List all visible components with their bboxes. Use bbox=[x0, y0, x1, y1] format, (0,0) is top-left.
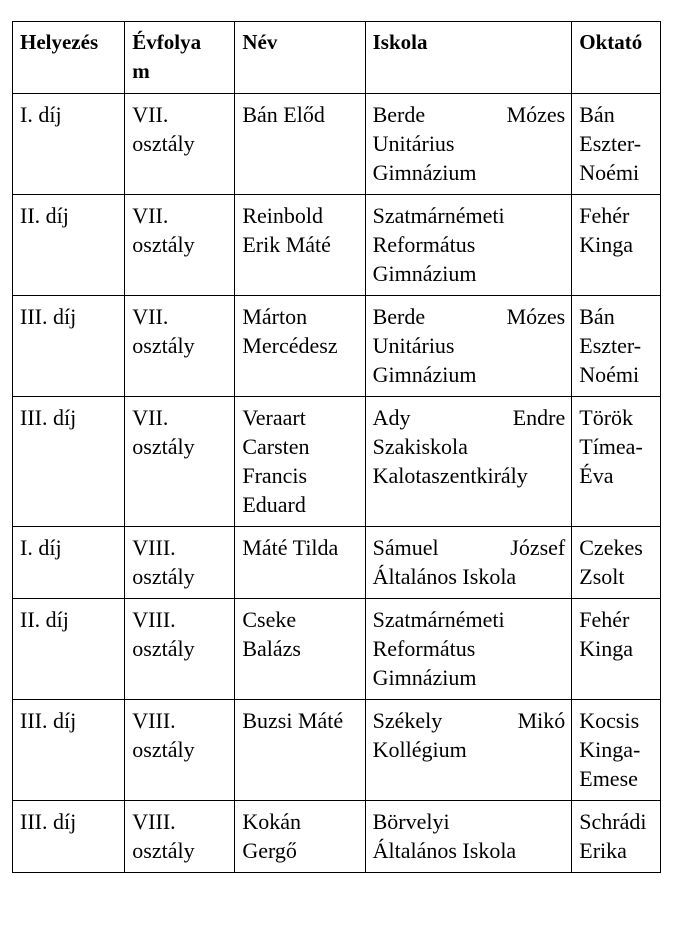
grade-cell bbox=[125, 599, 235, 700]
school-cell-line: Berde Mózes bbox=[372, 304, 566, 329]
grade-cell-line: osztály bbox=[132, 232, 195, 257]
school-cell-line: Unitárius bbox=[372, 131, 455, 156]
grade-cell-line: VII. bbox=[132, 405, 169, 430]
grade-cell-line: VII. bbox=[132, 203, 169, 228]
school-cell-line: Gimnázium bbox=[372, 261, 477, 286]
teacher-cell-line: Kocsis bbox=[579, 708, 640, 733]
school-cell-line: Börvelyi bbox=[372, 809, 450, 834]
teacher-cell-line: Kinga- bbox=[579, 737, 641, 762]
grade-cell-line: osztály bbox=[132, 564, 195, 589]
school-cell-line: Kollégium bbox=[372, 737, 467, 762]
table-row bbox=[13, 397, 661, 527]
header-row bbox=[13, 22, 661, 94]
grade-cell-line: osztály bbox=[132, 131, 195, 156]
grade-cell-line: VIII. bbox=[132, 535, 176, 560]
name-cell-line: Veraart bbox=[242, 405, 306, 430]
name-cell bbox=[235, 397, 365, 527]
name-cell-line: Mercédesz bbox=[242, 333, 338, 358]
grade-cell bbox=[125, 700, 235, 801]
header-grade-line2: m bbox=[132, 59, 150, 83]
school-cell-line: Református bbox=[372, 232, 476, 257]
school-cell-line: Szakiskola bbox=[372, 434, 468, 459]
teacher-cell-line: Kinga bbox=[579, 636, 634, 661]
teacher-cell-line: Czekes bbox=[579, 535, 643, 560]
grade-cell bbox=[125, 801, 235, 873]
header-name: Név bbox=[235, 22, 365, 94]
table-row bbox=[13, 599, 661, 700]
school-cell-line: Gimnázium bbox=[372, 160, 477, 185]
table-row bbox=[13, 195, 661, 296]
teacher-cell bbox=[572, 195, 661, 296]
school-cell bbox=[365, 94, 572, 195]
teacher-cell-line: Bán bbox=[579, 304, 615, 329]
school-cell-line: Szatmárnémeti bbox=[372, 203, 505, 228]
school-cell bbox=[365, 195, 572, 296]
name-cell bbox=[235, 599, 365, 700]
grade-cell bbox=[125, 94, 235, 195]
school-cell bbox=[365, 527, 572, 599]
rank-cell: II. díj bbox=[13, 599, 125, 700]
teacher-cell-line: Noémi bbox=[579, 160, 640, 185]
school-cell-line: Református bbox=[372, 636, 476, 661]
teacher-cell bbox=[572, 296, 661, 397]
grade-cell-line: VIII. bbox=[132, 607, 176, 632]
teacher-cell-line: Eszter- bbox=[579, 131, 642, 156]
name-cell-line: Bán Előd bbox=[242, 102, 325, 127]
name-cell bbox=[235, 700, 365, 801]
header-grade-line1: Évfolya bbox=[132, 30, 202, 54]
rank-cell: III. díj bbox=[13, 801, 125, 873]
school-cell bbox=[365, 700, 572, 801]
grade-cell-line: osztály bbox=[132, 838, 195, 863]
teacher-cell-line: Fehér bbox=[579, 203, 630, 228]
name-cell-line: Gergő bbox=[242, 838, 297, 863]
name-cell bbox=[235, 195, 365, 296]
name-cell-line: Eduard bbox=[242, 492, 306, 517]
grade-cell bbox=[125, 397, 235, 527]
name-cell-line: Balázs bbox=[242, 636, 301, 661]
grade-cell-line: osztály bbox=[132, 636, 195, 661]
teacher-cell-line: Noémi bbox=[579, 362, 640, 387]
teacher-cell-line: Emese bbox=[579, 766, 638, 791]
grade-cell-line: VII. bbox=[132, 102, 169, 127]
school-cell-line: Sámuel József bbox=[372, 535, 566, 560]
school-cell-line: Általános Iskola bbox=[372, 838, 517, 863]
teacher-cell-line: Éva bbox=[579, 463, 614, 488]
table-row bbox=[13, 296, 661, 397]
rank-cell: I. díj bbox=[13, 527, 125, 599]
school-cell bbox=[365, 296, 572, 397]
school-cell-line: Gimnázium bbox=[372, 362, 477, 387]
header-rank: Helyezés bbox=[13, 22, 125, 94]
grade-cell-line: osztály bbox=[132, 333, 195, 358]
grade-cell bbox=[125, 296, 235, 397]
name-cell-line: Máté Tilda bbox=[242, 535, 339, 560]
name-cell-line: Cseke bbox=[242, 607, 297, 632]
school-cell-line: Berde Mózes bbox=[372, 102, 566, 127]
header-teacher: Oktató bbox=[572, 22, 661, 94]
teacher-cell-line: Török bbox=[579, 405, 634, 430]
school-cell-line: Székely Mikó bbox=[372, 708, 566, 733]
grade-cell-line: VIII. bbox=[132, 809, 176, 834]
name-cell-line: Kokán bbox=[242, 809, 301, 834]
teacher-cell-line: Tímea- bbox=[579, 434, 643, 459]
table-row bbox=[13, 527, 661, 599]
grade-cell-line: osztály bbox=[132, 434, 195, 459]
results-table bbox=[12, 21, 661, 873]
teacher-cell bbox=[572, 94, 661, 195]
rank-cell: III. díj bbox=[13, 296, 125, 397]
name-cell-line: Reinbold bbox=[242, 203, 324, 228]
name-cell bbox=[235, 801, 365, 873]
school-cell-line: Unitárius bbox=[372, 333, 455, 358]
name-cell-line: Francis bbox=[242, 463, 308, 488]
school-cell-line: Ady Endre bbox=[372, 405, 566, 430]
teacher-cell-line: Kinga bbox=[579, 232, 634, 257]
grade-cell bbox=[125, 195, 235, 296]
teacher-cell bbox=[572, 801, 661, 873]
teacher-cell-line: Fehér bbox=[579, 607, 630, 632]
school-cell bbox=[365, 801, 572, 873]
school-cell-line: Kalotaszentkirály bbox=[372, 463, 528, 488]
grade-cell-line: osztály bbox=[132, 737, 195, 762]
teacher-cell-line: Zsolt bbox=[579, 564, 625, 589]
teacher-cell bbox=[572, 700, 661, 801]
name-cell bbox=[235, 94, 365, 195]
name-cell-line: Erik Máté bbox=[242, 232, 331, 257]
grade-cell-line: VII. bbox=[132, 304, 169, 329]
name-cell-line: Márton bbox=[242, 304, 308, 329]
rank-cell: III. díj bbox=[13, 397, 125, 527]
school-cell-line: Gimnázium bbox=[372, 665, 477, 690]
teacher-cell bbox=[572, 527, 661, 599]
teacher-cell-line: Eszter- bbox=[579, 333, 642, 358]
header-grade bbox=[125, 22, 235, 94]
table-body bbox=[13, 94, 661, 873]
name-cell-line: Buzsi Máté bbox=[242, 708, 344, 733]
header-school: Iskola bbox=[365, 22, 572, 94]
teacher-cell-line: Erika bbox=[579, 838, 627, 863]
name-cell bbox=[235, 296, 365, 397]
rank-cell: III. díj bbox=[13, 700, 125, 801]
table-row bbox=[13, 94, 661, 195]
school-cell-line: Általános Iskola bbox=[372, 564, 517, 589]
table-row bbox=[13, 801, 661, 873]
teacher-cell bbox=[572, 599, 661, 700]
grade-cell bbox=[125, 527, 235, 599]
school-cell bbox=[365, 397, 572, 527]
teacher-cell-line: Bán bbox=[579, 102, 615, 127]
table-row bbox=[13, 700, 661, 801]
grade-cell-line: VIII. bbox=[132, 708, 176, 733]
name-cell bbox=[235, 527, 365, 599]
teacher-cell bbox=[572, 397, 661, 527]
school-cell-line: Szatmárnémeti bbox=[372, 607, 505, 632]
name-cell-line: Carsten bbox=[242, 434, 310, 459]
rank-cell: II. díj bbox=[13, 195, 125, 296]
rank-cell: I. díj bbox=[13, 94, 125, 195]
teacher-cell-line: Schrádi bbox=[579, 809, 647, 834]
school-cell bbox=[365, 599, 572, 700]
